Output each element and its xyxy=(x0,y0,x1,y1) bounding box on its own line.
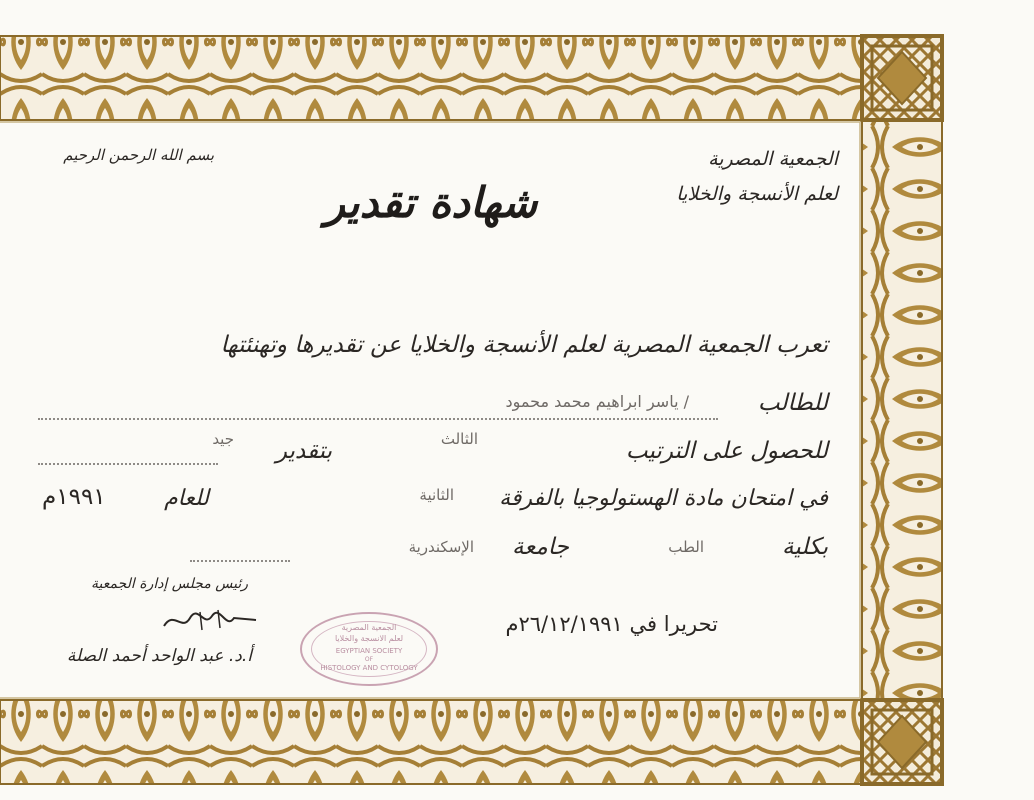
student-label: للطالب xyxy=(757,390,828,416)
faculty-label: بكلية xyxy=(782,534,828,560)
certificate-title: شهادة تقدير xyxy=(324,178,538,227)
signature xyxy=(160,606,260,636)
grade-value: جيد xyxy=(212,430,234,448)
stamp-arabic-line1: الجمعية المصرية xyxy=(341,623,397,632)
society-name-line1: الجمعية المصرية xyxy=(708,148,838,170)
stamp-english-line2: OF xyxy=(364,656,374,663)
basmala: بسم الله الرحمن الرحيم xyxy=(63,146,214,164)
issue-date: تحريرا في ٢٦/١٢/١٩٩١م xyxy=(505,612,718,636)
rank-value: الثالث xyxy=(440,430,478,448)
dotted-line xyxy=(38,463,218,465)
faculty-value: الطب xyxy=(668,538,704,556)
student-name: / ياسر ابراهيم محمد محمود xyxy=(505,392,689,411)
corner-ornament-bottom xyxy=(862,700,942,784)
corner-ornament-top xyxy=(862,36,942,120)
university-label: جامعة xyxy=(512,534,569,560)
body-line-1: تعرب الجمعية المصرية لعلم الأنسجة والخلايا عن تقديرها وتهنئتها xyxy=(220,332,828,358)
stamp-arabic-line2: لعلم الانسجة والخلايا xyxy=(334,634,404,643)
achievement-label: للحصول على الترتيب xyxy=(625,438,828,464)
year-value: ١٩٩١م xyxy=(42,484,106,510)
stamp-english-line1: EGYPTIAN SOCIETY xyxy=(335,647,403,655)
society-stamp xyxy=(300,612,438,686)
year-level: الثانية xyxy=(419,486,454,504)
exam-label: في امتحان مادة الهستولوجيا بالفرقة xyxy=(499,486,828,511)
chair-title: رئيس مجلس إدارة الجمعية xyxy=(91,576,248,592)
society-name-line2: لعلم الأنسجة والخلايا xyxy=(676,183,838,205)
dotted-line xyxy=(190,560,290,562)
year-label: للعام xyxy=(164,486,209,511)
dotted-line xyxy=(38,418,718,420)
chair-name: أ.د. عبد الواحد أحمد الصلة xyxy=(66,646,252,666)
university-value: الإسكندرية xyxy=(408,538,474,556)
stamp-english-line3: HISTOLOGY AND CYTOLOGY xyxy=(320,664,418,672)
grade-label: بتقدير xyxy=(275,438,332,464)
